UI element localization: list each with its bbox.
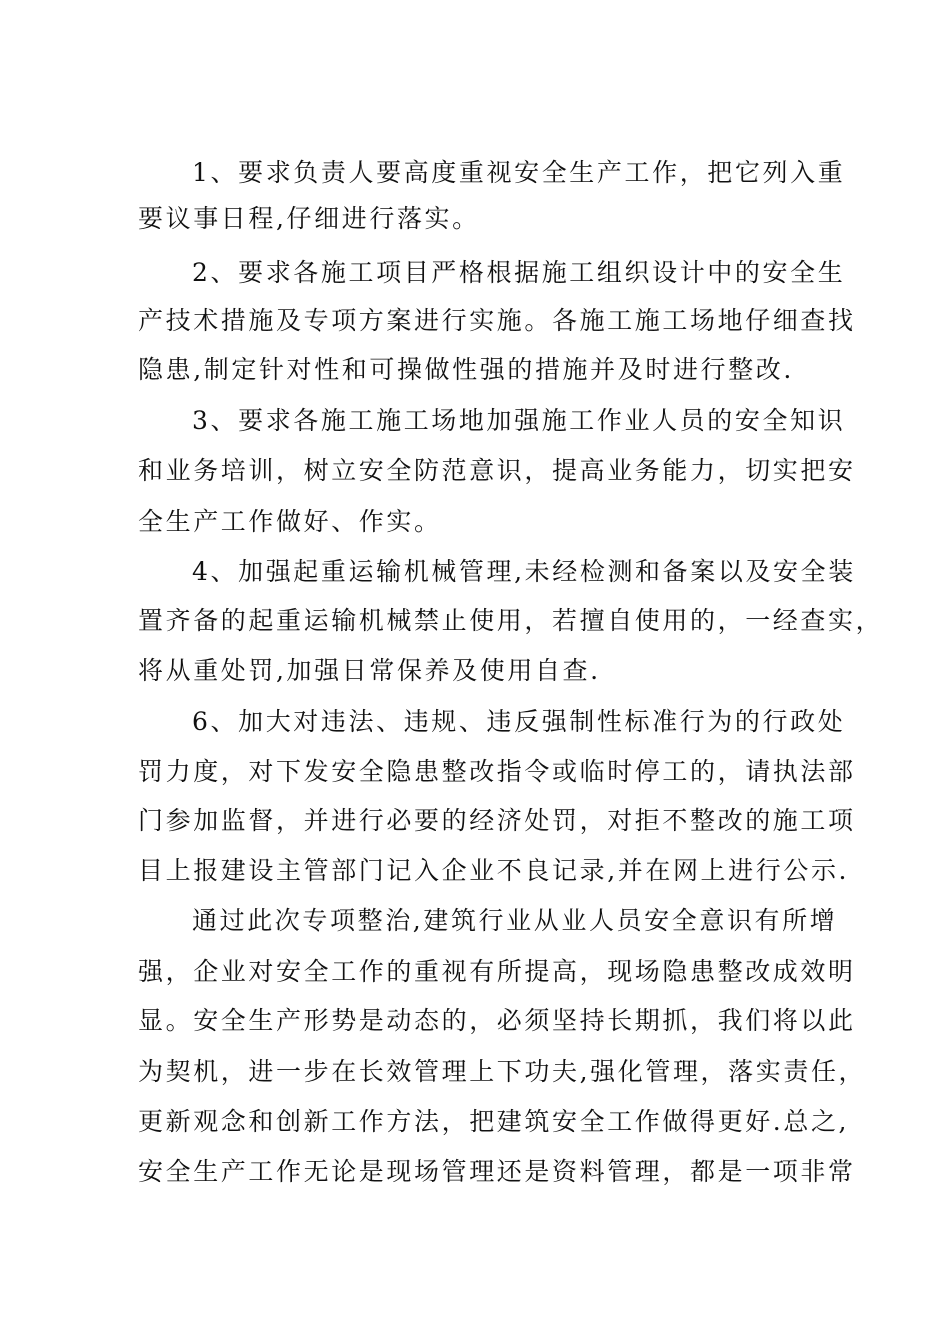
paragraph-5-line-4: 目上报建设主管部门记入企业不良记录,并在网上进行公示.	[138, 856, 850, 885]
paragraph-3-line-1: 3、要求各施工施工场地加强施工作业人员的安全知识	[192, 406, 846, 435]
paragraph-6-line-6: 安全生产工作无论是现场管理还是资料管理，都是一项非常	[138, 1157, 856, 1186]
paragraph-4-line-1: 4、加强起重运输机械管理,未经检测和备案以及安全装	[192, 557, 856, 586]
paragraph-3-line-2: 和业务培训，树立安全防范意识，提高业务能力，切实把安	[138, 456, 856, 485]
paragraph-4-line-3: 将从重处罚,加强日常保养及使用自查.	[138, 656, 601, 685]
paragraph-2-line-2: 产技术措施及专项方案进行实施。各施工施工场地仔细查找	[138, 306, 856, 335]
paragraph-6-line-4: 为契机，进一步在长效管理上下功夫,强化管理，落实责任，	[138, 1057, 867, 1086]
paragraph-3-line-3: 全生产工作做好、作实。	[138, 507, 442, 536]
paragraph-1-line-1: 1、要求负责人要高度重视安全生产工作，把它列入重	[192, 158, 846, 187]
paragraph-6-line-3: 显。安全生产形势是动态的，必须坚持长期抓，我们将以此	[138, 1006, 856, 1035]
paragraph-5-line-2: 罚力度，对下发安全隐患整改指令或临时停工的，请执法部	[138, 757, 856, 786]
paragraph-4-line-2: 置齐备的起重运输机械禁止使用，若擅自使用的，一经查实，	[138, 606, 884, 635]
paragraph-6-line-1: 通过此次专项整治,建筑行业从业人员安全意识有所增	[192, 906, 838, 935]
paragraph-5-line-3: 门参加监督，并进行必要的经济处罚，对拒不整改的施工项	[138, 806, 856, 835]
paragraph-2-line-3: 隐患,制定针对性和可操做性强的措施并及时进行整改.	[138, 355, 794, 384]
paragraph-6-line-5: 更新观念和创新工作方法，把建筑安全工作做得更好.总之,	[138, 1107, 850, 1136]
paragraph-1-line-2: 要议事日程,仔细进行落实。	[138, 204, 480, 233]
paragraph-6-line-2: 强，企业对安全工作的重视有所提高，现场隐患整改成效明	[138, 957, 856, 986]
paragraph-2-line-1: 2、要求各施工项目严格根据施工组织设计中的安全生	[192, 258, 846, 287]
paragraph-5-line-1: 6、加大对违法、违规、违反强制性标准行为的行政处	[192, 707, 846, 736]
